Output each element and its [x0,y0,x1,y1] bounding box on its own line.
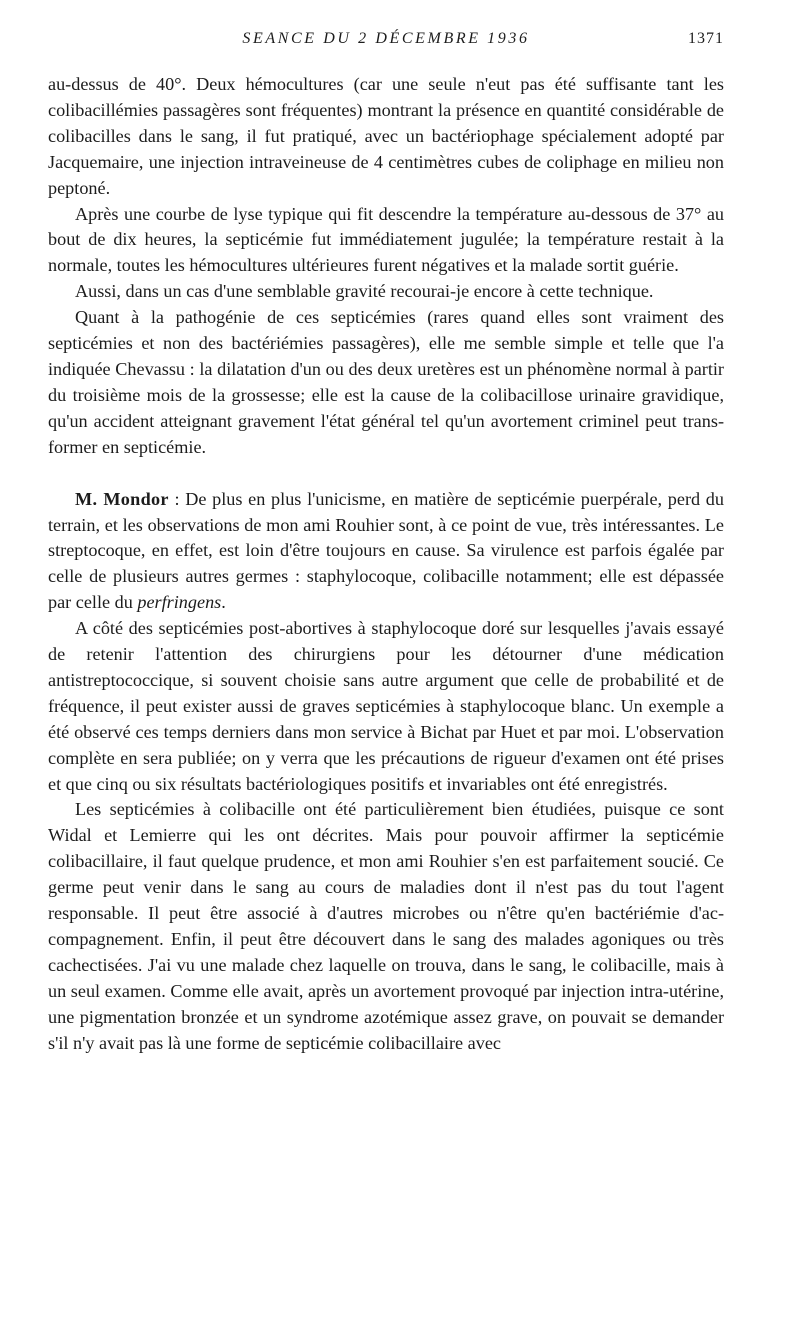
paragraph-2: Après une courbe de lyse typique qui fit descendre la température au-dessous de 37° au bout de dix heures, la septicémie fut immédiatement jugulée; la température restait à la normale, toutes les hémocultures ultérieures furent négatives et la malade sortit guérie. [48,203,724,276]
running-head [48,30,724,60]
paragraph-1: au-dessus de 40°. Deux hémocultures (car une seule n'eut pas été suffisante tant les colibacillémies passagères sont fréquentes) montrant la présence en quantité considérable de colibacilles dans le sang, il fut pratiqué, avec un bactériophage spécialement adopté par Jacquemaire, une injection intraveineuse de 4 centimètres cubes de coliphage en milieu non peptoné. [48,74,724,198]
paragraph-5-text: : De plus en plus l'unicisme, en matière de septicémie puerpérale, perd du terrain, et les observations de mon ami Rouhier sont, à ce point de vue, très intéressantes. Le streptocoque, en effet, est loin d'être toujours en cause. Sa virulence est parfois égalée par celle de plusieurs autres germes : staphylocoque, colibacille notamment; elle est dépassée par celle du [48,488,724,613]
paragraph-5 [48,487,724,617]
paragraph-7: Les septicémies à colibacille ont été particulièrement bien étudiées, puisque ce sont Widal et Lemierre qui les ont décrites. Mais pour pouvoir affirmer la septicémie colibacillaire, il faut quelque prudence, et mon ami Rouhier s'en est parfaitement soucié. Ce germe peut venir dans le sang au cours de maladies dont il n'est pas du tout l'agent responsable. Il peut être associé à d'autres microbes ou n'être qu'en bactériémie d'accompagnement. Enfin, il peut être découvert dans le sang des malades agoniques ou très cachectisées. J'ai vu une malade chez laquelle on trouva, dans le sang, le colibacille, mais à un seul examen. Comme elle avait, après un avortement provoqué par injection intra-utérine, une pigmentation bronzée et un syndrome azotémique assez grave, on pouvait se demander s'il n'y avait pas là une forme de septicémie colibacillaire avec [48,799,724,1053]
page-number: 1371 [688,30,724,47]
body-text [48,72,724,1057]
paragraph-6: A côté des septicémies post-abortives à staphylocoque doré sur lesquelles j'avais essayé de retenir l'attention des chirurgiens pour les détourner d'une médication antistreptococcique, si souvent choisie sans autre argument que celle de probabilité et de fréquence, il peut exister aussi de graves septicémies à staphylocoque blanc. Un exemple a été observé ces temps derniers dans mon service à Bichat par Huet et par moi. L'observation complète en sera publiée; on y verra que les précautions de rigueur d'examen ont été prises et que cinq ou six résultats bactériologiques positifs et invariables ont été enregistrés. [48,618,724,794]
running-title: SEANCE DU 2 DÉCEMBRE 1936 [242,30,530,47]
paragraph-5-end: . [221,592,226,613]
paragraph-3: Aussi, dans un cas d'une semblable gravité recourai-je encore à cette technique. [75,281,654,302]
section-gap [48,461,724,487]
speaker-name: M. Mondor [75,488,169,509]
paragraph-4: Quant à la pathogénie de ces septicémies (rares quand elles sont vraiment des septicémies et non des bactériémies passagères), elle me semble simple et telle que l'a indiquée Chevassu : la dilatation d'un ou des deux uretères est un phénomène normal à partir du troisième mois de la grossesse; elle est la cause de la colibacillose urinaire gravidique, qu'un accident atteignant gravement l'état général tel qu'un avortement criminel peut transformer en septicémie. [48,307,724,457]
italic-term: perfringens [137,592,222,613]
